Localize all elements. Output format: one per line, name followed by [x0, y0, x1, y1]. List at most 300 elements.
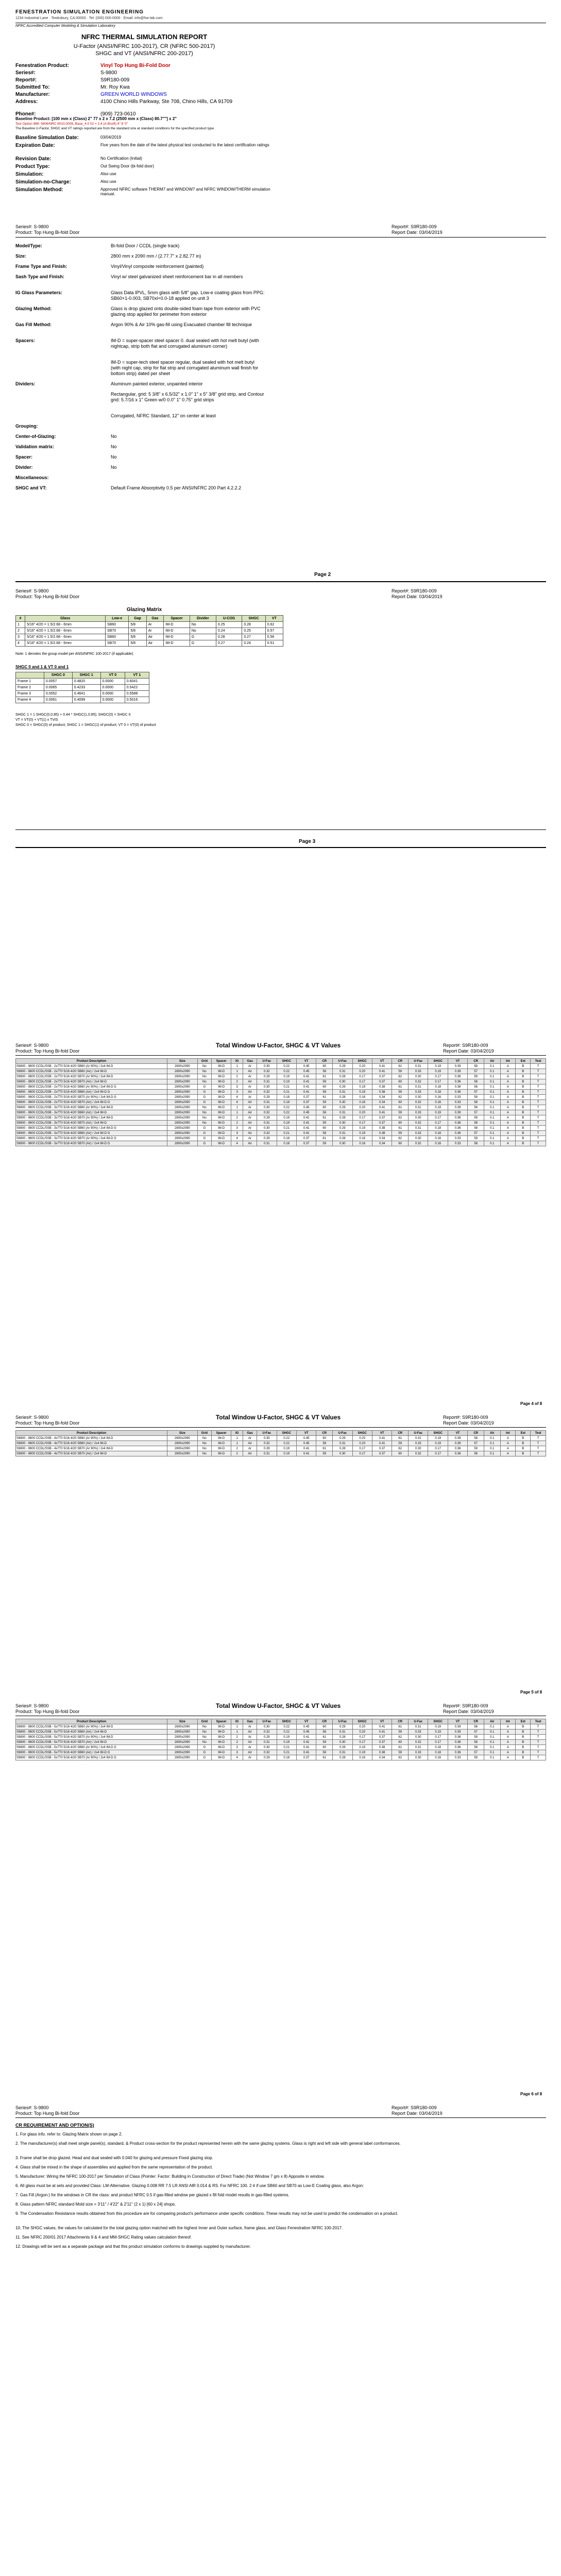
spec-key: IG Glass Parameters: — [15, 290, 63, 295]
baseline-note: Baseline Product: [100 mm x (Class) 2" 77 x 2 x 7.2 (2500 mm x (Class) 80.7""] x 2" — [15, 116, 177, 121]
table-cell: 0.31 — [257, 1451, 277, 1456]
table-cell: 5/8 — [129, 622, 146, 628]
table-cell: 0.1 — [484, 1436, 501, 1441]
table-cell: G — [197, 1136, 211, 1141]
table-row — [16, 1126, 546, 1131]
table-cell: 60 — [392, 1121, 409, 1126]
table-cell: 0.17 — [428, 1079, 448, 1084]
table-cell: 0.1 — [484, 1105, 501, 1110]
table-cell: 0.31 — [257, 1100, 277, 1105]
column-header: CR — [316, 1059, 333, 1064]
table-cell: 2 — [231, 1446, 243, 1451]
spec-key: Grouping: — [15, 423, 38, 429]
report-number-label: Report#: S9R180-009 — [443, 1415, 488, 1420]
notes-title: CR REQUIREMENT AND OPTION(S) — [15, 2123, 94, 2128]
table-cell: 0.30 — [409, 1115, 428, 1121]
spec-value: Default Frame Absorptivity 0.5 per ANSI/NFRC 200 Part 4.2.2.2 — [111, 485, 242, 490]
table-cell: 0.0000 — [100, 685, 125, 691]
table-row — [16, 697, 149, 703]
table-cell: 0.16 — [428, 1141, 448, 1146]
table-cell: 0.45 — [296, 1110, 316, 1115]
table-cell: 0.21 — [277, 1131, 296, 1136]
table-cell: 0.17 — [352, 1451, 372, 1456]
table-cell: 2800x2090 — [167, 1724, 198, 1730]
table-cell: Air — [243, 1069, 257, 1074]
table-cell: 61 — [316, 1115, 333, 1121]
page-number: Page 5 of 8 — [520, 1690, 542, 1694]
table-cell: 0.1 — [484, 1115, 501, 1121]
table-cell: No — [190, 622, 216, 628]
table-cell: No — [197, 1074, 211, 1079]
table-cell: 0.31 — [409, 1084, 428, 1090]
table-cell: 61 — [392, 1745, 409, 1750]
table-cell: IM-D — [211, 1740, 231, 1745]
table-cell: 0.16 — [428, 1755, 448, 1760]
report-date-label: Report Date: 03/04/2019 — [392, 230, 443, 235]
table-row — [16, 1131, 546, 1136]
table-cell: 0.19 — [277, 1115, 296, 1121]
table-cell: A — [500, 1115, 515, 1121]
shgc-vt-note: VT = VT(0) + VT(1) x TVIS — [15, 718, 58, 722]
table-cell: 60 — [316, 1724, 333, 1730]
glazing-matrix-note: Note: 1 denotes the group model per ANSI/NFRC 100-2017 (if applicable). — [15, 652, 134, 656]
table-cell: 0.30 — [333, 1740, 352, 1745]
table-cell: S9800 - 9800 CCDL/SSB - 4x7T0 5/16 4/20 SB70 (Air) / 2x4 IM-D — [16, 1451, 167, 1456]
table-cell: 61 — [316, 1446, 333, 1451]
table-cell: 0.36 — [448, 1745, 467, 1750]
column-header: Product Description — [16, 1431, 167, 1436]
table-cell: 0.1 — [484, 1084, 501, 1090]
spec-key: Divider: — [15, 465, 33, 470]
table-cell: Frame 1 — [16, 679, 44, 685]
column-header: CR — [468, 1059, 484, 1064]
table-cell: No — [197, 1724, 211, 1730]
table-cell: 0.17 — [352, 1740, 372, 1745]
table-cell: 0.5016 — [125, 697, 149, 703]
spec-value: Bi-fold Door / CCDL (single track) — [111, 243, 180, 248]
table-cell: 0.17 — [428, 1074, 448, 1079]
table-cell: 0.32 — [257, 1131, 277, 1136]
report-page-4 — [0, 1041, 561, 1412]
table-cell: 0.31 — [257, 1141, 277, 1146]
table-cell: 0.1 — [484, 1110, 501, 1115]
table-cell: 58 — [316, 1730, 333, 1735]
table-cell: IM-D — [211, 1724, 231, 1730]
table-cell: 0.16 — [352, 1755, 372, 1760]
table-cell: 2800x2090 — [167, 1084, 198, 1090]
table-cell: 0.41 — [372, 1441, 392, 1446]
table-cell: 0.34 — [372, 1136, 392, 1141]
table-cell: 0.19 — [352, 1126, 372, 1131]
report-date-label: Report Date: 03/04/2019 — [392, 594, 443, 599]
table-cell: IM-D — [164, 640, 190, 647]
table-cell: 0.36 — [448, 1126, 467, 1131]
subheader-divider — [15, 1427, 546, 1428]
table-cell: 4 — [231, 1136, 243, 1141]
table-cell: 0.31 — [409, 1064, 428, 1069]
table-cell: IM-D — [211, 1745, 231, 1750]
table-cell: A — [500, 1136, 515, 1141]
table-cell: 0.25 — [242, 628, 265, 634]
table-cell: 0.38 — [372, 1750, 392, 1755]
table-cell: 0.45 — [296, 1069, 316, 1074]
page-top-divider — [15, 847, 546, 848]
table-cell: 0.17 — [428, 1115, 448, 1121]
table-cell: Ar — [243, 1735, 257, 1740]
summary-value: Vinyl Top Hung Bi-Fold Door — [100, 63, 171, 69]
table-cell: 2800x2090 — [167, 1735, 198, 1740]
page-number: Page 6 of 8 — [520, 2092, 542, 2096]
table-cell: 0.31 — [257, 1740, 277, 1745]
table-cell: 0.33 — [409, 1069, 428, 1074]
column-header: SHGC — [352, 1059, 372, 1064]
product-label: Product: Top Hung Bi-fold Door — [15, 2111, 80, 2116]
table-cell: 0.19 — [428, 1069, 448, 1074]
table-row — [16, 1451, 546, 1456]
note-item: 11. See NFRC 200/01 2017 Attachments 9 & 4 and MM-SHGC Rating values calculation thereof. — [15, 2235, 192, 2240]
summary-key: Series#: — [15, 70, 36, 76]
summary-key: Report#: — [15, 77, 37, 83]
table-row — [16, 1141, 546, 1146]
table-cell: No — [197, 1079, 211, 1084]
table-cell: 0.19 — [277, 1446, 296, 1451]
spec-value: No — [111, 434, 117, 439]
table-cell: S9800 - 9800 CCDL/SSB - 3x7T0 5/16 4/20 SB60 (Air) / 2x4 IM-D — [16, 1110, 167, 1115]
table-row — [16, 640, 283, 647]
table-cell: 0.17 — [352, 1121, 372, 1126]
table-cell: 60 — [392, 1141, 409, 1146]
table-cell: 0.30 — [333, 1451, 352, 1456]
table-cell: 0.19 — [277, 1735, 296, 1740]
table-cell: No — [197, 1121, 211, 1126]
table-cell: B — [516, 1084, 531, 1090]
table-cell: 0.38 — [372, 1084, 392, 1090]
table-cell: 0.28 — [333, 1095, 352, 1100]
column-header: U-Fac — [333, 1059, 352, 1064]
table-cell: 4 — [231, 1755, 243, 1760]
table-cell: 2800x2090 — [167, 1079, 198, 1084]
table-cell: 2800x2090 — [167, 1074, 198, 1079]
column-header: U-Fac — [409, 1059, 428, 1064]
table-cell: S9800 - 9800 CCDL/SSB - 2x7T0 5/16 4/20 SB60 (Ar 90%) / 2x4 IM-D — [16, 1064, 167, 1069]
table-cell: G — [197, 1750, 211, 1755]
table-cell: T — [531, 1084, 546, 1090]
table-cell: 0.18 — [428, 1084, 448, 1090]
table-cell: Air — [243, 1451, 257, 1456]
table-cell: 0.45 — [296, 1064, 316, 1069]
table-cell: A — [500, 1750, 515, 1755]
column-header: Grid — [197, 1059, 211, 1064]
table-cell: 0.20 — [352, 1105, 372, 1110]
table-row — [16, 1745, 546, 1750]
table-cell: 58 — [468, 1126, 484, 1131]
table-cell: 60 — [392, 1740, 409, 1745]
table-cell: 0.22 — [277, 1105, 296, 1110]
page-bottom-divider — [15, 829, 546, 830]
table-cell: 2800x2090 — [167, 1745, 198, 1750]
table-cell: 0.38 — [372, 1745, 392, 1750]
table-cell: A — [500, 1724, 515, 1730]
table-cell: Ar — [243, 1074, 257, 1079]
table-cell: 0.32 — [409, 1079, 428, 1084]
table-cell: IM-D — [211, 1095, 231, 1100]
table-cell: B — [516, 1121, 531, 1126]
report-page-6 — [0, 1700, 561, 2102]
table-cell: IM-D — [211, 1105, 231, 1110]
summary-key: Baseline Simulation Date: — [15, 135, 79, 141]
table-cell: 0.18 — [277, 1141, 296, 1146]
column-header: Air — [484, 1431, 501, 1436]
table-cell: 0.29 — [257, 1446, 277, 1451]
table-cell: 0.32 — [257, 1441, 277, 1446]
report-number-label: Report#: S9R180-009 — [392, 588, 437, 594]
table-cell: 0.28 — [333, 1136, 352, 1141]
table-cell: S9800 - 9800 CCDL/SSB - 5x7T0 5/16 4/20 SB70 (Ar 90%) / 2x4 IM-D — [16, 1735, 167, 1740]
report-page-7 — [0, 2102, 561, 2576]
table-cell: SB70 — [106, 640, 129, 647]
table-cell: No — [197, 1730, 211, 1735]
table-cell: T — [531, 1750, 546, 1755]
table-cell: 0.18 — [277, 1100, 296, 1105]
table-cell: 0.0000 — [100, 679, 125, 685]
table-cell: 0.21 — [277, 1126, 296, 1131]
column-header: IG — [231, 1431, 243, 1436]
summary-key: Expiration Date: — [15, 143, 55, 148]
table-cell: 59 — [316, 1121, 333, 1126]
table-cell: 0.36 — [448, 1735, 467, 1740]
table-cell: 0.24 — [242, 640, 265, 647]
table-cell: Air — [243, 1131, 257, 1136]
table-cell: 0.41 — [372, 1064, 392, 1069]
table-cell: Ar — [243, 1436, 257, 1441]
table-cell: 0.30 — [333, 1100, 352, 1105]
table-cell: 0.1 — [484, 1441, 501, 1446]
baseline-note: Test Option 988: 5806/NRC 6010,0008,,Base_4.0 02 = 2,4 (A-Bsoft) 6" 8 '0" — [15, 122, 128, 126]
table-header-row — [16, 1431, 546, 1436]
table-cell: 0.37 — [372, 1735, 392, 1740]
table-cell: IM-D — [211, 1084, 231, 1090]
table-cell: 0.1 — [484, 1750, 501, 1755]
table-cell: 0.19 — [428, 1110, 448, 1115]
product-label: Product: Top Hung Bi-fold Door — [15, 1420, 80, 1426]
note-item: 4. Glass shall be mixed in the shape of assemblies and applied from the same representation of the product. — [15, 2165, 213, 2170]
table-cell: IM-D — [211, 1064, 231, 1069]
table-cell: T — [531, 1755, 546, 1760]
product-label: Product: Top Hung Bi-fold Door — [15, 1048, 80, 1054]
table-cell: B — [516, 1755, 531, 1760]
table-cell: G — [197, 1745, 211, 1750]
table-cell: T — [531, 1110, 546, 1115]
column-header: Grid — [197, 1431, 211, 1436]
table-cell: 2 — [231, 1079, 243, 1084]
table-cell: 0.0000 — [100, 691, 125, 697]
table-cell: 0.39 — [448, 1724, 467, 1730]
table-cell: 59 — [468, 1095, 484, 1100]
table-cell: 0.29 — [257, 1136, 277, 1141]
table-cell: T — [531, 1730, 546, 1735]
table-cell: A — [500, 1121, 515, 1126]
column-header: Gap — [129, 616, 146, 622]
table-cell: 59 — [392, 1090, 409, 1095]
note-item: 8. Glass pattern NFRC standard Mold size = 3'11" / 4'22" & 2'11" (2 x 1) [60 x 24] shops. — [15, 2202, 176, 2207]
table-cell: 0.36 — [448, 1740, 467, 1745]
table-cell: 0.1 — [484, 1755, 501, 1760]
table-cell: 0.62 — [265, 622, 283, 628]
table-cell: SB60 — [106, 634, 129, 640]
table-cell: 0.33 — [448, 1141, 467, 1146]
table-cell: 0.0000 — [100, 697, 125, 703]
table-cell: 0.28 — [242, 622, 265, 628]
table-row — [16, 628, 283, 634]
table-cell: 0.22 — [277, 1724, 296, 1730]
table-cell: 0.45 — [296, 1730, 316, 1735]
column-header: Product Description — [16, 1719, 167, 1724]
column-header: SHGC — [277, 1431, 296, 1436]
page-number: Page 4 of 8 — [520, 1401, 542, 1406]
table-cell: Air — [243, 1121, 257, 1126]
column-header: # — [16, 616, 25, 622]
table-cell: 62 — [392, 1115, 409, 1121]
table-cell: 2 — [231, 1735, 243, 1740]
summary-key: Submitted To: — [15, 84, 50, 90]
table-cell: No — [197, 1441, 211, 1446]
table-cell: 0.41 — [296, 1121, 316, 1126]
table-row — [16, 1441, 546, 1446]
summary-key: Address: — [15, 99, 38, 105]
table-cell: B — [516, 1115, 531, 1121]
table-cell: S9800 - 9800 CCDL/SSB - 3x7T0 5/16 4/20 SB60 (Ar 90%) / 2x4 IM-D — [16, 1105, 167, 1110]
table-cell: B — [516, 1740, 531, 1745]
table-cell: IM-D — [211, 1110, 231, 1115]
table-cell: S9800 - 9800 CCDL/SSB - 3x7T0 5/16 4/20 SB70 (Air) / 2x4 IM-D — [16, 1121, 167, 1126]
summary-key: Phone#: — [15, 111, 36, 117]
table-cell: 60 — [316, 1064, 333, 1069]
table-cell: 5/8 — [129, 628, 146, 634]
table-cell: G — [197, 1755, 211, 1760]
table-cell: 0.16 — [352, 1141, 372, 1146]
results-title: Total Window U-Factor, SHGC & VT Values — [215, 1702, 341, 1709]
page-number: Page 2 — [314, 572, 331, 578]
table-cell: 0.1 — [484, 1100, 501, 1105]
shgc-vt-table — [15, 672, 149, 703]
table-cell: 61 — [316, 1095, 333, 1100]
table-row — [16, 685, 149, 691]
spec-key: Model/Type: — [15, 243, 42, 248]
table-cell: 0.37 — [296, 1755, 316, 1760]
table-cell: 58 — [468, 1079, 484, 1084]
table-cell: 0.56 — [265, 634, 283, 640]
table-cell: 0.17 — [428, 1121, 448, 1126]
table-cell: 0.31 — [333, 1069, 352, 1074]
spec-key: Glazing Method: — [15, 306, 52, 311]
column-header: CR — [392, 1059, 409, 1064]
table-cell: IM-D — [211, 1441, 231, 1446]
table-cell: S9800 - 9800 CCDL/SSB - 3x7T0 5/16 4/20 SB70 (Air) / 2x4 IM-D G — [16, 1141, 167, 1146]
column-header: Test — [531, 1719, 546, 1724]
table-row — [16, 1079, 546, 1084]
report-date-label: Report Date: 03/04/2019 — [392, 2111, 443, 2116]
results-table — [15, 1430, 546, 1456]
table-cell: 60 — [316, 1105, 333, 1110]
table-cell: T — [531, 1079, 546, 1084]
table-cell: 0.19 — [352, 1750, 372, 1755]
results-title: Total Window U-Factor, SHGC & VT Values — [215, 1414, 341, 1421]
table-cell: 58 — [316, 1131, 333, 1136]
table-cell: 5/16" 4/20 = 1.5/2.68 - 6mm — [25, 634, 106, 640]
series-label: Series#: S-9800 — [15, 2105, 49, 2110]
report-page-3 — [0, 835, 561, 1041]
table-cell: 61 — [316, 1735, 333, 1740]
table-cell: 0.6041 — [125, 679, 149, 685]
table-cell: 2 — [16, 628, 25, 634]
table-cell: 2 — [231, 1740, 243, 1745]
column-header: U-Fac — [409, 1719, 428, 1724]
table-cell: S9800 - 9800 CCDL/SSB - 3x7T0 5/16 4/20 SB70 (Ar 90%) / 2x4 IM-D G — [16, 1136, 167, 1141]
report-page-2 — [0, 567, 561, 835]
table-cell: 0.45 — [296, 1436, 316, 1441]
table-cell: 0.21 — [277, 1090, 296, 1095]
table-row — [16, 1121, 546, 1126]
table-header-row — [16, 672, 149, 679]
summary-value: 4100 Chino Hills Parkway, Ste 708, Chino Hills, CA 91709 — [100, 99, 233, 105]
table-cell: 0.29 — [257, 1074, 277, 1079]
table-cell: 58 — [468, 1141, 484, 1146]
summary-value: (909) 723-0610 — [100, 111, 136, 117]
table-cell: 0.36 — [448, 1750, 467, 1755]
table-row — [16, 1090, 546, 1095]
table-cell: 0.25 — [216, 622, 242, 628]
table-cell: 2800x2090 — [167, 1064, 198, 1069]
table-cell: T — [531, 1069, 546, 1074]
table-cell: G — [190, 634, 216, 640]
spec-value: IM-D = super-tech steel spacer regular, dual sealed with hot melt butyl (with night cap, strip for flat strip and corrugated aluminum wall finish for bottom strip) dated per sheet — [111, 360, 259, 376]
table-cell: 0.33 — [448, 1136, 467, 1141]
spec-key: Spacers: — [15, 338, 36, 343]
table-cell: 0.41 — [296, 1750, 316, 1755]
table-cell: 59 — [392, 1069, 409, 1074]
summary-key: Simulation Method: — [15, 187, 63, 193]
table-cell: 0.17 — [428, 1446, 448, 1451]
summary-value: 03/04/2019 — [100, 135, 122, 140]
series-label: Series#: S-9800 — [15, 1415, 49, 1420]
spec-value: Vinyl/Vinyl composite reinforcement (painted) — [111, 264, 204, 269]
table-cell: 0.37 — [372, 1074, 392, 1079]
table-cell: 0.30 — [409, 1136, 428, 1141]
table-row — [16, 1084, 546, 1090]
table-cell: 0.0057 — [44, 679, 72, 685]
table-cell: 1 — [231, 1064, 243, 1069]
table-cell: 0.1 — [484, 1730, 501, 1735]
table-cell: 0.22 — [277, 1110, 296, 1115]
table-cell: 0.18 — [428, 1126, 448, 1131]
table-cell: IM-D — [164, 628, 190, 634]
column-header: U-Fac — [333, 1431, 352, 1436]
table-row — [16, 1730, 546, 1735]
table-cell: 1 — [231, 1730, 243, 1735]
table-cell: No — [197, 1446, 211, 1451]
table-cell: IM-D — [211, 1136, 231, 1141]
column-header: CR — [316, 1719, 333, 1724]
report-number-label: Report#: S9R180-009 — [443, 1703, 488, 1708]
table-cell: 0.17 — [428, 1735, 448, 1740]
table-cell: IM-D — [211, 1090, 231, 1095]
table-cell: 0.32 — [409, 1740, 428, 1745]
table-cell: 0.29 — [333, 1724, 352, 1730]
table-cell: B — [516, 1446, 531, 1451]
table-cell: Air — [243, 1110, 257, 1115]
table-cell: 0.36 — [448, 1115, 467, 1121]
table-cell: No — [190, 628, 216, 634]
